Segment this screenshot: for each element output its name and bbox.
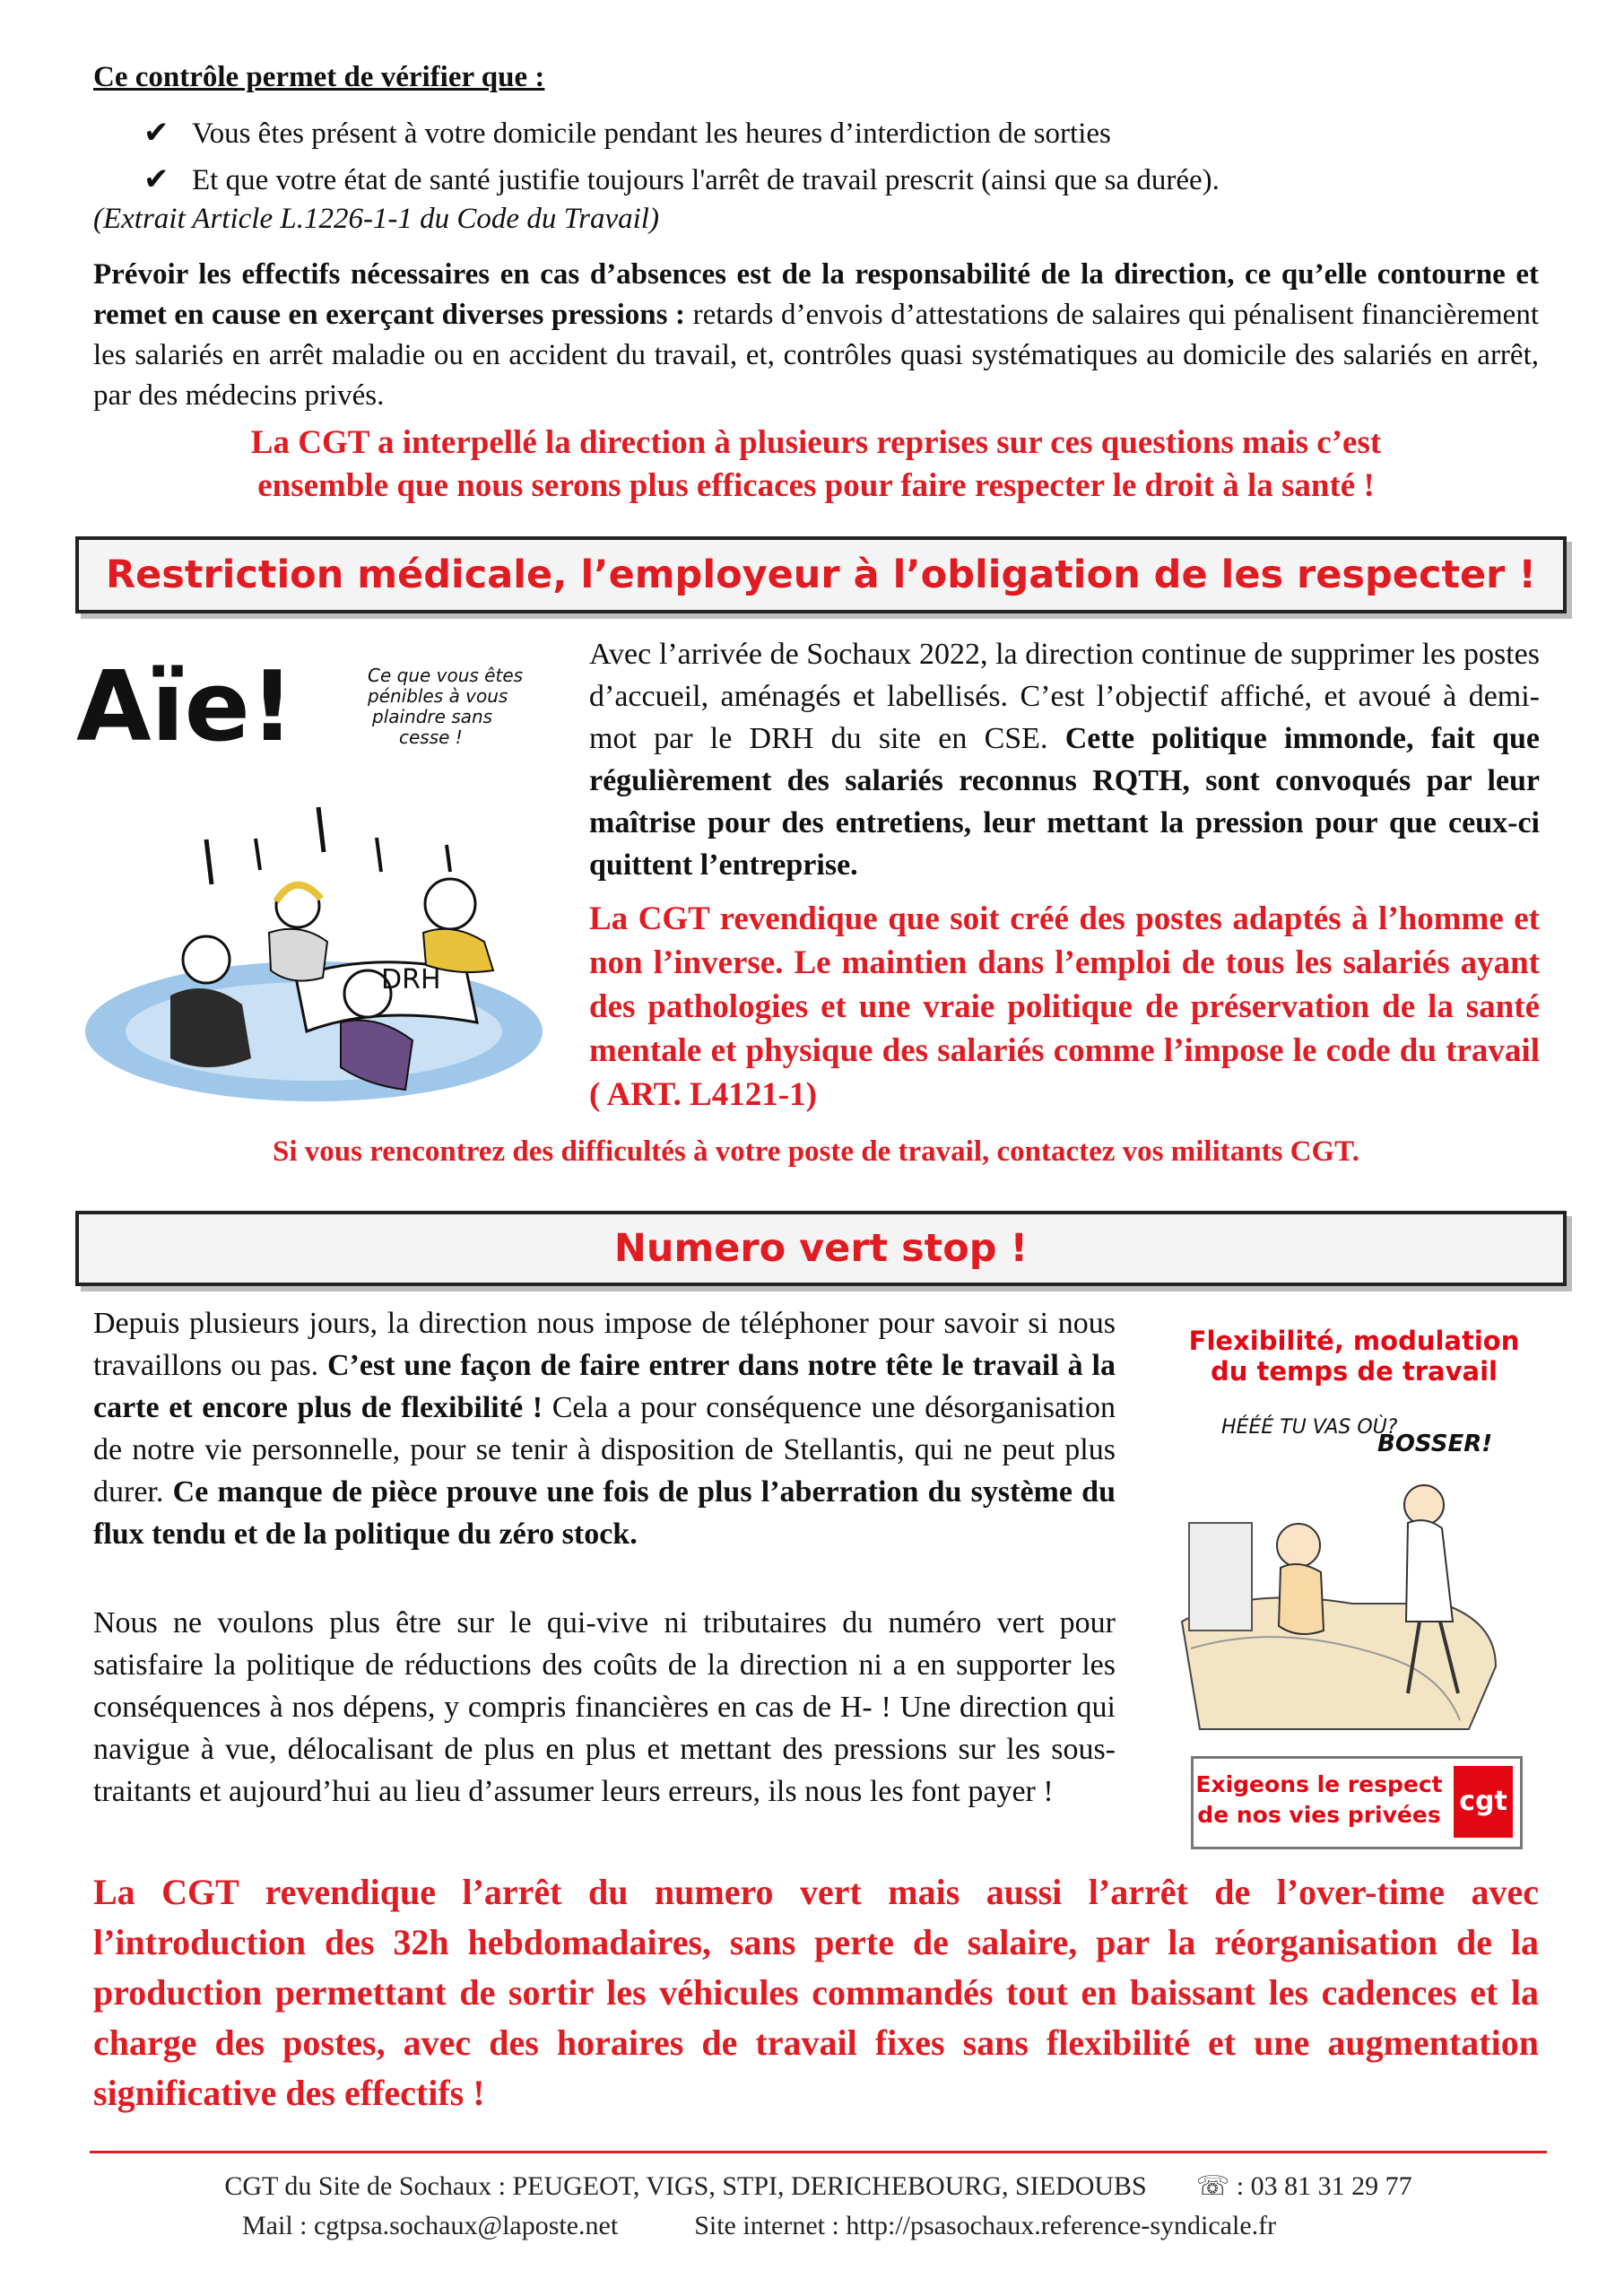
poster-bubble-left: HÉÉÉ TU VAS OÙ? bbox=[1221, 1416, 1398, 1439]
footer-line-2 bbox=[242, 2208, 1498, 2244]
footer-phone: : 03 81 31 29 77 bbox=[1236, 2171, 1412, 2201]
desk-label-drh: DRH bbox=[381, 964, 441, 996]
numero-vert-paragraph-1: Depuis plusieurs jours, la direction nous impose de téléphoner pour savoir si nous travaillons ou pas. C’est une façon de faire entrer dans notre tête le travail à la carte et encore plus de flexibilité ! Cela a pour conséquence une désorganisation de notre vie personnelle, pour se tenir à disposition de Stellantis, qui ne peut plus durer. Ce manque de pièce prouve une fois de plus l’aberration du système du flux tendu et de la politique du zéro stock. bbox=[93, 1307, 1116, 1551]
check-item: ✔ Et que votre état de santé justifie toujours l'arrêt de travail prescrit (ainsi que sa durée). bbox=[143, 160, 1220, 201]
contact-militants-line: Si vous rencontrez des difficultés à votre poste de travail, contactez vos militants CGT. bbox=[273, 1135, 1359, 1168]
svg-text:Ce que vous êtes: Ce que vous êtes bbox=[368, 665, 524, 686]
check-item: ✔ Vous êtes présent à votre domicile pendant les heures d’interdiction de sorties bbox=[143, 113, 1111, 154]
banner-numero-vert: Numero vert stop ! bbox=[75, 1211, 1567, 1286]
poster-title: Flexibilité, modulation du temps de travail bbox=[1188, 1326, 1520, 1387]
control-heading: Ce contrôle permet de vérifier que : bbox=[93, 61, 545, 93]
svg-text:plaindre sans: plaindre sans bbox=[372, 706, 493, 727]
responsibility-paragraph: Prévoir les effectifs nécessaires en cas d’absences est de la responsabilité de la direction, ce qu’elle contourne et remet en cause en exerçant diverses pressions : retards d’envois d’attestations de salaires qui pénalisent financièrement les salariés en arrêt maladie ou en accident du travail, et, contrôles quasi systématiques au domicile des salariés en arrêt, par des médecins privés. bbox=[93, 258, 1539, 412]
footer-website[interactable]: Site internet : http://psasochaux.reference-syndicale.fr bbox=[694, 2211, 1277, 2240]
phone-icon: ☏ bbox=[1195, 2170, 1230, 2202]
cartoon-aie-text: Aïe! bbox=[76, 651, 295, 763]
footer-rule bbox=[90, 2151, 1547, 2153]
svg-text:cesse !: cesse ! bbox=[399, 726, 463, 748]
cgt-logo: cgt bbox=[1454, 1766, 1513, 1838]
cgt-interpellation: La CGT a interpellé la direction à plusieurs reprises sur ces questions mais c’est ensemble que nous serons plus efficaces pour faire respecter le droit à la santé ! bbox=[250, 424, 1382, 504]
poster-illustration bbox=[1173, 1397, 1535, 1738]
cartoon-aie bbox=[72, 637, 574, 1108]
cartoon-speech-bubble bbox=[367, 665, 523, 748]
cgt-final-demand: La CGT revendique l’arrêt du numero vert mais aussi l’arrêt de l’over-time avec l’introduction des 32h hebdomadaires, sans perte de salaire, par la réorganisation de la production permettant de sortir les véhicules commandés tout en baissant les cadences et la charge des postes, avec des horaires de travail fixes sans flexibilité et une augmentation significative des effectifs ! bbox=[93, 1872, 1539, 2113]
numero-vert-paragraph-2: Nous ne voulons plus être sur le qui-vive ni tributaires du numéro vert pour satisfaire la politique de réductions des coûts de la direction ni a en supporter les conséquences à nos dépens, y compris financières en cas de H- ! Une direction qui navigue à vue, délocalisant de plus en plus et mettant des pressions sur les sous-traitants et aujourd’hui au lieu d’assumer leurs erreurs, ils nous les font payer ! bbox=[93, 1606, 1116, 1808]
poster-bottom-box: Exigeons le respect de nos vies privées cgt bbox=[1191, 1756, 1523, 1849]
checkmark-icon: ✔ bbox=[143, 163, 169, 196]
footer-line-1: CGT du Site de Sochaux : PEUGEOT, VIGS, STPI, DERICHEBOURG, SIEDOUBS ☏ : 03 81 31 29 77 bbox=[224, 2170, 1412, 2202]
article-citation: (Extrait Article L.1226-1-1 du Code du Travail) bbox=[93, 203, 659, 235]
footer-mail[interactable]: Mail : cgtpsa.sochaux@laposte.net bbox=[242, 2211, 619, 2240]
cartoon-drawing bbox=[72, 637, 574, 1108]
svg-text:pénibles à vous: pénibles à vous bbox=[368, 685, 508, 707]
poster-bubble-right: BOSSER! bbox=[1377, 1431, 1493, 1457]
sochaux-2022-paragraph: Avec l’arrivée de Sochaux 2022, la direction continue de supprimer les postes d’accueil, aménagés et labellisés. C’est l’objectif affiché, et avoué à demi-mot par le DRH du site en CSE. Cette politique immonde, fait que régulièrement des salariés reconnus RQTH, sont convoqués par leur maîtrise pour des entretiens, leur mettant la pression pour que ceux-ci quittent l’entreprise. bbox=[589, 638, 1540, 882]
banner-restriction-medicale: Restriction médicale, l’employeur à l’obligation de les respecter ! bbox=[75, 536, 1567, 613]
cgt-claim-adapted-posts: La CGT revendique que soit créé des postes adaptés à l’homme et non l’inverse. Le maintien dans l’emploi de tous les salariés ayant des pathologies et une vraie politique de préservation de la santé mentale et physique des salariés comme l’impose le code du travail ( ART. L4121-1) bbox=[589, 900, 1540, 1113]
checkmark-icon: ✔ bbox=[143, 117, 169, 150]
flexibility-poster bbox=[1173, 1317, 1535, 1851]
